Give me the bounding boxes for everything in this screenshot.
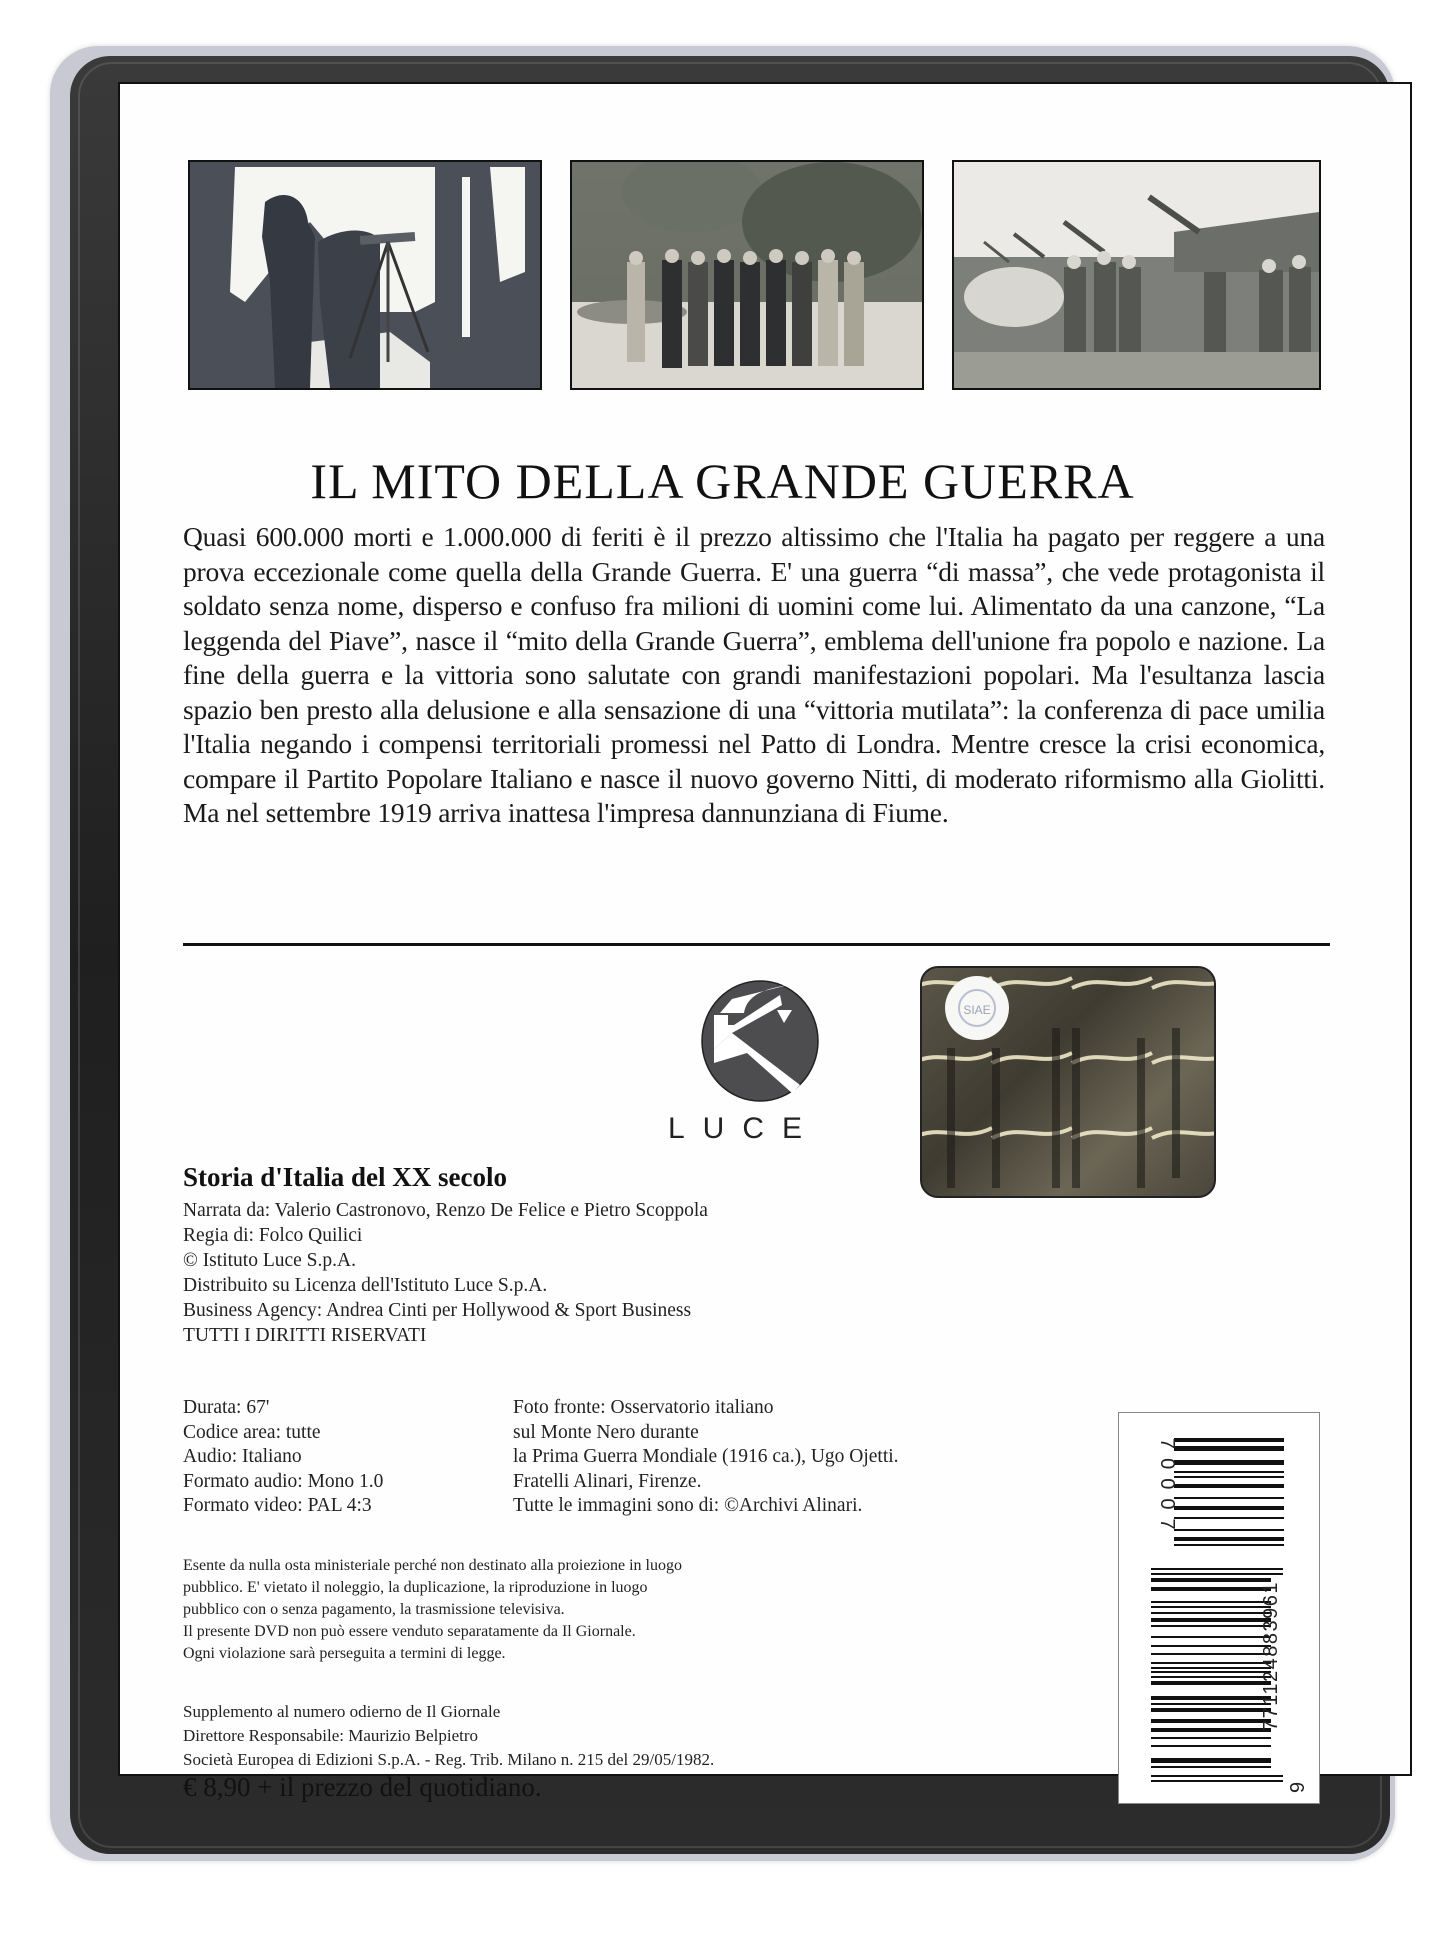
- legal-line: pubblico. E' vietato il noleggio, la duplicazione, la riproduzione in luogo: [183, 1579, 648, 1596]
- luce-brand-text: LUCE: [668, 1112, 821, 1145]
- credits-list: [183, 1198, 708, 1348]
- technical-specs: [183, 1396, 383, 1519]
- legal-notice: [183, 1555, 682, 1665]
- svg-text:SIAE: SIAE: [963, 1003, 991, 1017]
- legal-line: Esente da nulla osta ministeriale perché non destinato alla proiezione in luogo: [183, 1557, 682, 1574]
- page-title: IL MITO DELLA GRANDE GUERRA: [310, 453, 1135, 509]
- photo-credits: [513, 1396, 899, 1519]
- officials-group-photo: [570, 160, 924, 390]
- legal-line: Ogni violazione sarà perseguita a termini di legge.: [183, 1645, 506, 1662]
- credit-narrators: Narrata da: Valerio Castronovo, Renzo De Felice e Pietro Scoppola: [183, 1200, 708, 1221]
- credit-distribution: Distribuito su Licenza dell'Istituto Luce S.p.A.: [183, 1275, 548, 1296]
- publisher-info: [183, 1700, 714, 1772]
- photo-credit-line: Foto fronte: Osservatorio italiano: [513, 1397, 774, 1418]
- photo-credit-line: Fratelli Alinari, Firenze.: [513, 1470, 702, 1492]
- hologram-seal-icon: [920, 966, 1216, 1198]
- credit-rights: TUTTI I DIRITTI RISERVATI: [183, 1325, 427, 1346]
- observatory-photo: [188, 160, 542, 390]
- publisher-line: Società Europea di Edizioni S.p.A. - Reg. Trib. Milano n. 215 del 29/05/1982.: [183, 1750, 715, 1769]
- photo-credit-line: la Prima Guerra Mondiale (1916 ca.), Ugo Ojetti.: [513, 1446, 899, 1467]
- publisher-line: Direttore Responsabile: Maurizio Belpietro: [183, 1726, 479, 1745]
- spec-audio: Audio: Italiano: [183, 1446, 302, 1467]
- credit-director: Regia di: Folco Quilici: [183, 1225, 363, 1246]
- legal-line: Il presente DVD non può essere venduto separatamente da Il Giornale.: [183, 1623, 636, 1640]
- spec-duration: Durata: 67': [183, 1397, 270, 1418]
- legal-line: pubblico con o senza pagamento, la trasmissione televisiva.: [183, 1601, 565, 1618]
- barcode-icon: [1118, 1412, 1320, 1804]
- section-divider: [183, 943, 1330, 946]
- photo-credit-line: Tutte le immagini sono di: ©Archivi Alinari.: [513, 1495, 863, 1516]
- synopsis-paragraph: Quasi 600.000 morti e 1.000.000 di feriti è il prezzo altissimo che l'Italia ha pagato per reggere a una prova eccezionale come quella della Grande Guerra. E' una guerra “di massa”, che vede protagonista il soldato senza nome, disperso e confuso fra milioni di uomini come lui. Alimentato da una canzone, “La leggenda del Piave”, nasce il “mito della Grande Guerra”, emblema dell'unione fra popolo e nazione. La fine della guerra e la vittoria sono salutate con grandi manifestazioni popolari. Ma l'esultanza lascia spazio ben presto alla delusione e alla sensazione di una “vittoria mutilata”: la conferenza di pace umilia l'Italia negando i compensi territoriali promessi nel Patto di Londra. Mentre cresce la crisi economica, compare il Partito Popolare Italiano e nasce il nuovo governo Nitti, di moderato riformismo alla Giolitti. Ma nel settembre 1919 arriva inattesa l'impresa dannunziana di Fiume.: [183, 521, 1325, 828]
- spec-video-format: Formato video: PAL 4:3: [183, 1495, 372, 1516]
- svg-text:70007: 70007: [1156, 1438, 1178, 1539]
- svg-text:9: 9: [1287, 1781, 1309, 1793]
- price-label: € 8,90 + il prezzo del quotidiano.: [183, 1772, 542, 1802]
- svg-text:771124883961: 771124883961: [1260, 1581, 1282, 1731]
- credit-business-agency: Business Agency: Andrea Cinti per Hollywood & Sport Business: [183, 1300, 692, 1321]
- spec-region: Codice area: tutte: [183, 1421, 321, 1443]
- photo-credit-line: sul Monte Nero durante: [513, 1421, 699, 1443]
- publisher-line: Supplemento al numero odierno de Il Giornale: [183, 1702, 501, 1721]
- credit-copyright: © Istituto Luce S.p.A.: [183, 1250, 356, 1271]
- spec-audio-format: Formato audio: Mono 1.0: [183, 1470, 384, 1492]
- series-title: Storia d'Italia del XX secolo: [183, 1162, 507, 1192]
- luce-logo-icon: [692, 975, 822, 1103]
- artillery-photo: [952, 160, 1321, 390]
